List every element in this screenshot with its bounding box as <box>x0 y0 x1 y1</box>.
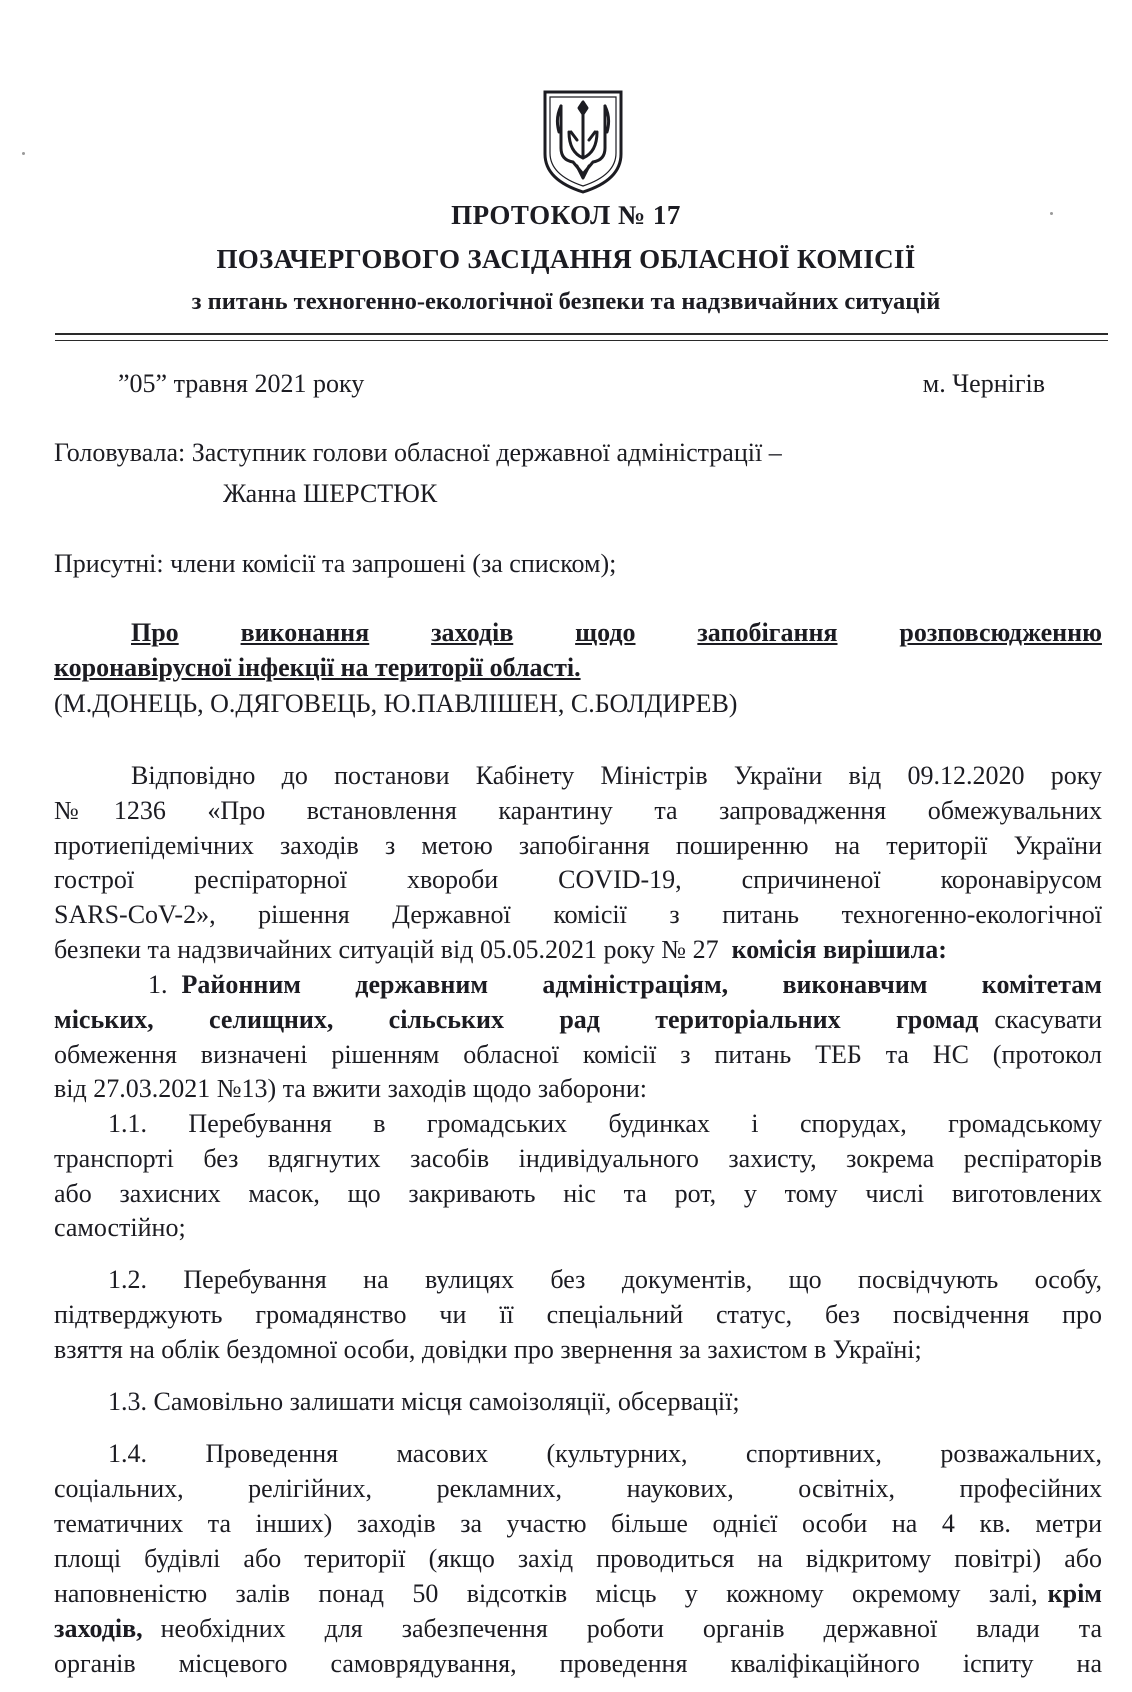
paragraph-line <box>54 1613 1102 1645</box>
subitem-1-2: 1.2. Перебування на вулицях без документів, що посвідчують особу, <box>108 1265 1102 1294</box>
present-list: Присутні: члени комісії та запрошені (за списком); <box>54 549 617 578</box>
paragraph-line: або захисних масок, що закривають ніс та рот, у тому числі виготовлених <box>54 1179 1102 1208</box>
paragraph-line: тематичних та інших) заходів за участю більше однієї особи на 4 кв. метри <box>54 1509 1102 1538</box>
exception-label: заходів, <box>54 1614 143 1643</box>
agenda-speakers: (М.ДОНЕЦЬ, О.ДЯГОВЕЦЬ, Ю.ПАВЛІШЕН, С.БОЛДИРЕВ) <box>54 689 738 718</box>
decision-basis: безпеки та надзвичайних ситуацій від 05.05.2021 року № 27 <box>54 935 719 964</box>
paragraph-line: Відповідно до постанови Кабінету Міністрів України від 09.12.2020 року <box>131 761 1102 790</box>
topic-word: розповсюдженню <box>899 618 1102 647</box>
document-subtitle: ПОЗАЧЕРГОВОГО ЗАСІДАННЯ ОБЛАСНОЇ КОМІСІЇ <box>216 244 916 274</box>
header-divider <box>55 333 1108 335</box>
subitem-1-4: 1.4. Проведення масових (культурних, спортивних, розважальних, <box>108 1439 1102 1468</box>
paragraph-line: площі будівлі або території (якщо захід проводиться на відкритому повітрі) або <box>54 1544 1102 1573</box>
paragraph-line <box>54 934 947 966</box>
paragraph-line: гострої респіраторної хвороби COVID-19, спричиненої коронавірусом <box>54 865 1102 894</box>
paragraph-line <box>54 1004 1102 1036</box>
coat-of-arms-icon <box>541 88 625 194</box>
meeting-date: ”05” травня 2021 року <box>118 369 365 398</box>
item-action: скасувати <box>994 1005 1102 1034</box>
paragraph-line: №1236 «Про встановлення карантину та запровадження обмежувальних <box>54 796 1102 825</box>
topic-word: запобігання <box>697 618 838 647</box>
paragraph-line: обмеження визначені рішенням обласної комісії з питань ТЕБ та НС (протокол <box>54 1040 1102 1069</box>
paragraph-line: підтверджують громадянство чи її спеціальний статус, без посвідчення про <box>54 1300 1102 1329</box>
subitem-1-3: 1.3. Самовільно залишати місця самоізоляції, обсервації; <box>108 1387 740 1416</box>
exception-label: крім <box>1047 1579 1102 1608</box>
topic-word: виконання <box>240 618 370 647</box>
item-number: 1. <box>148 970 168 999</box>
paragraph-line: взяття на облік бездомної особи, довідки про звернення за захистом в Україні; <box>54 1335 922 1364</box>
chair-name: Жанна ШЕРСТЮК <box>223 479 438 508</box>
paragraph-text: необхідних для забезпечення роботи органів державної влади та <box>160 1614 1102 1643</box>
decision-item-1 <box>148 969 1102 1001</box>
decision-label: комісія вирішила: <box>731 935 947 964</box>
paragraph-line: від 27.03.2021 №13) та вжити заходів щодо заборони: <box>54 1074 647 1103</box>
paragraph-line: протиепідемічних заходів з метою запобігання поширенню на території України <box>54 831 1102 860</box>
agenda-topic-cont: коронавірусної інфекції на території області. <box>54 653 581 682</box>
paragraph-line: органів місцевого самоврядування, проведення кваліфікаційного іспиту на <box>54 1649 1102 1678</box>
scan-speck <box>22 152 25 155</box>
topic-word: щодо <box>575 618 636 647</box>
paragraph-line <box>54 1578 1102 1610</box>
paragraph-line: транспорті без вдягнутих засобів індивідуального захисту, зокрема респіраторів <box>54 1144 1102 1173</box>
meeting-city: м. Чернігів <box>922 369 1045 398</box>
paragraph-line: соціальних, релігійних, рекламних, наукових, освітніх, професійних <box>54 1474 1102 1503</box>
paragraph-text: наповненістю залів понад 50 відсотків місць у кожному окремому залі, <box>54 1579 1038 1608</box>
topic-word: заходів <box>431 618 514 647</box>
item-addressees-cont: міських, селищних, сільських рад територіальних громад <box>54 1005 979 1034</box>
paragraph-line: SARS-CoV-2», рішення Державної комісії з питань техногенно-екологічної <box>54 900 1102 929</box>
paragraph-line: самостійно; <box>54 1213 186 1242</box>
topic-word: Про <box>131 618 179 647</box>
header-divider <box>55 340 1108 341</box>
item-addressees: Районним державним адміністраціям, виконавчим комітетам <box>181 970 1102 999</box>
document-title: ПРОТОКОЛ № 17 <box>451 200 681 230</box>
commission-name: з питань техногенно-екологічної безпеки та надзвичайних ситуацій <box>191 288 941 315</box>
agenda-topic <box>131 617 1102 649</box>
subitem-1-1: 1.1. Перебування в громадських будинках і спорудах, громадському <box>108 1109 1102 1138</box>
chaired-by: Головувала: Заступник голови обласної державної адміністрації – <box>54 438 782 467</box>
